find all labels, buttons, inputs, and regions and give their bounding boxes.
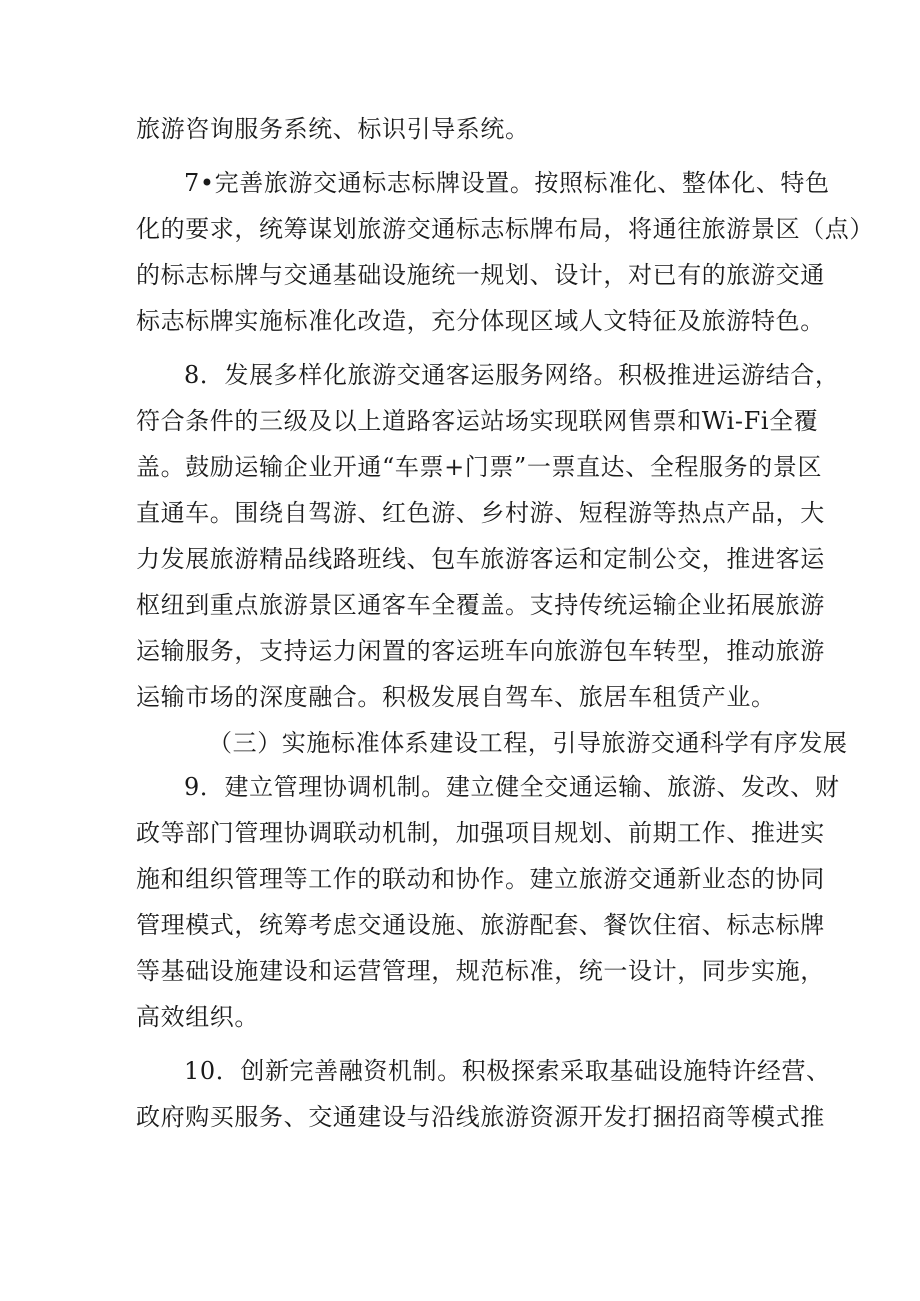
paragraph-line: 标志标牌实施标准化改造，充分体现区域人文特征及旅游特色。 <box>136 307 825 335</box>
paragraph-line: 7•完善旅游交通标志标牌设置。按照标准化、整体化、特色 <box>184 169 830 197</box>
paragraph-line: 运输市场的深度融合。积极发展自驾车、旅居车租赁产业。 <box>136 683 776 711</box>
paragraph-line: 运输服务，支持运力闲置的客运班车向旅游包车转型，推动旅游 <box>136 637 825 665</box>
paragraph-line: 高效组织。 <box>136 1003 259 1031</box>
paragraph-line: 8．发展多样化旅游交通客运服务网络。积极推进运游结合， <box>184 361 840 389</box>
paragraph-line: 的标志标牌与交通基础设施统一规划、设计，对已有的旅游交通 <box>136 261 825 289</box>
section-heading: （三）实施标准体系建设工程，引导旅游交通科学有序发展 <box>208 729 848 757</box>
paragraph-line: 等基础设施建设和运营管理，规范标准，统一设计，同步实施， <box>136 957 825 985</box>
paragraph-line: 枢纽到重点旅游景区通客车全覆盖。支持传统运输企业拓展旅游 <box>136 591 825 619</box>
paragraph-line: 盖。鼓励运输企业开通“车票+门票”一票直达、全程服务的景区 <box>136 453 823 481</box>
paragraph-line: 政府购买服务、交通建设与沿线旅游资源开发打捆招商等模式推 <box>136 1103 825 1131</box>
paragraph-line: 管理模式，统筹考虑交通设施、旅游配套、餐饮住宿、标志标牌 <box>136 911 825 939</box>
paragraph-line: 施和组织管理等工作的联动和协作。建立旅游交通新业态的协同 <box>136 865 825 893</box>
paragraph-line: 直通车。围绕自驾游、红色游、乡村游、短程游等热点产品，大 <box>136 499 825 527</box>
paragraph-line: 旅游咨询服务系统、标识引导系统。 <box>136 115 530 143</box>
paragraph-line: 政等部门管理协调联动机制，加强项目规划、前期工作、推进实 <box>136 819 825 847</box>
paragraph-line: 10．创新完善融资机制。积极探索采取基础设施特许经营、 <box>184 1057 831 1085</box>
paragraph-line: 力发展旅游精品线路班线、包车旅游客运和定制公交，推进客运 <box>136 545 825 573</box>
paragraph-line: 9．建立管理协调机制。建立健全交通运输、旅游、发改、财 <box>184 773 840 801</box>
paragraph-line: 化的要求，统筹谋划旅游交通标志标牌布局，将通往旅游景区（点） <box>136 215 874 243</box>
paragraph-line: 符合条件的三级及以上道路客运站场实现联网售票和Wi-Fi全覆 <box>136 407 819 435</box>
